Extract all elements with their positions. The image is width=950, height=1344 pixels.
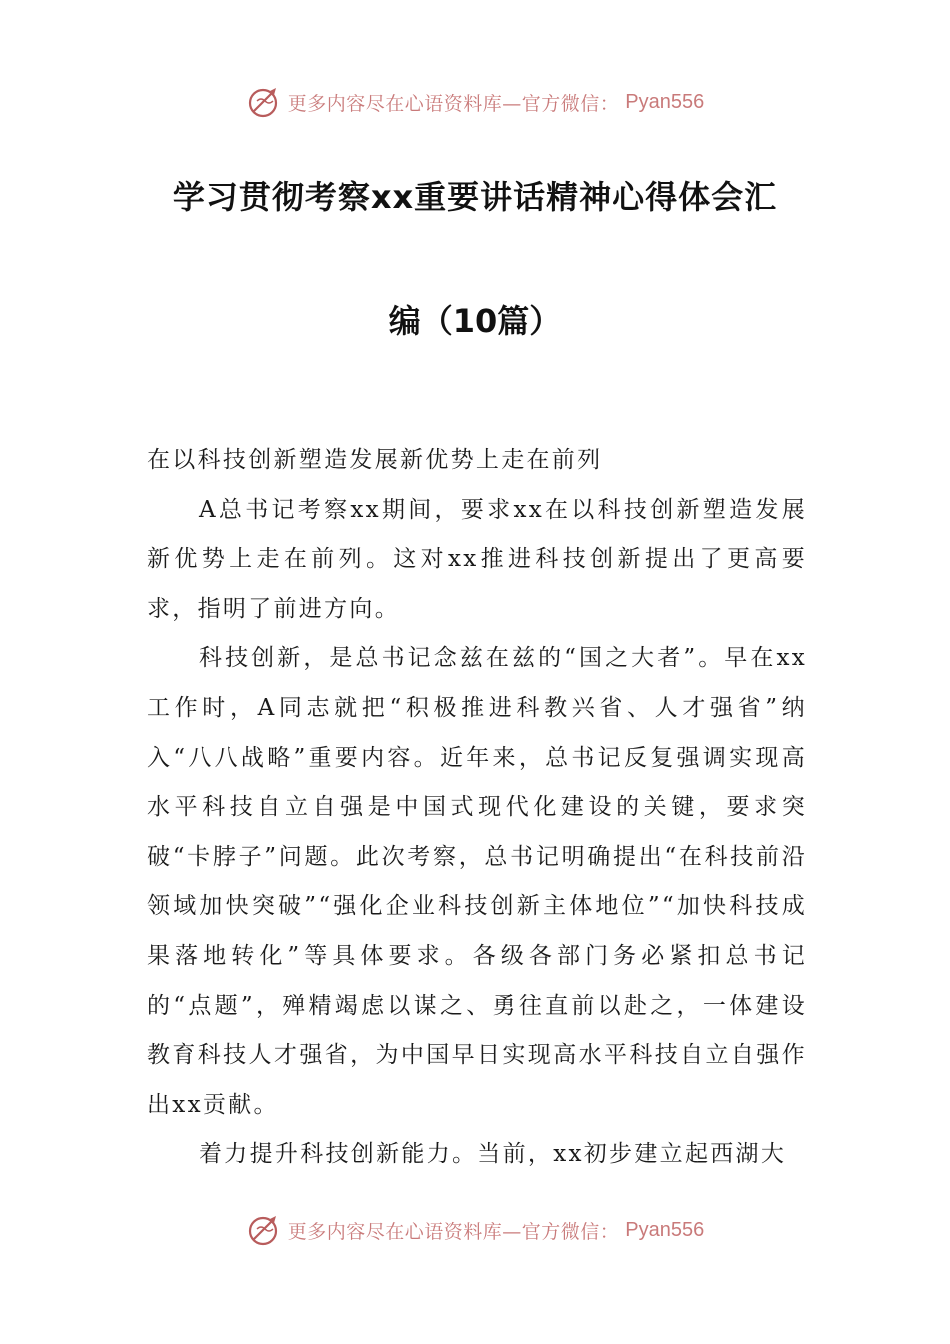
section-heading: 在以科技创新塑造发展新优势上走在前列 xyxy=(147,447,603,473)
header-wechat-id: Pyan556 xyxy=(625,90,705,113)
document-title-line1: 学习贯彻考察xx重要讲话精神心得体会汇 xyxy=(172,178,778,216)
pen-logo-icon xyxy=(246,84,282,120)
paragraph: 着力提升科技创新能力。当前，xx初步建立起西湖大 xyxy=(199,1141,787,1168)
header-banner xyxy=(0,82,950,122)
paragraph: A总书记考察xx期间，要求xx在以科技创新塑造发展新优势上走在前列。这对xx推进科技创新提出了更高要求，指明了前进方向。 xyxy=(147,496,807,622)
footer-wechat-id: Pyan556 xyxy=(625,1218,705,1241)
document-title-line2: 编（10篇） xyxy=(388,302,562,340)
footer-banner xyxy=(0,1210,950,1250)
document-body xyxy=(147,436,807,1180)
paragraph: 科技创新，是总书记念兹在兹的“国之大者”。早在xx工作时，A同志就把“积极推进科教兴省、人才强省”纳入“八八战略”重要内容。近年来，总书记反复强调实现高水平科技自立自强是中国式现代化建设的关键，要求突破“卡脖子”问题。此次考察，总书记明确提出“在科技前沿领域加快突破”“强化企业科技创新主体地位”“加快科技成果落地转化”等具体要求。各级各部门务必紧扣总书记的“点题”，殚精竭虑以谋之、勇往直前以赴之，一体建设教育科技人才强省，为中国早日实现高水平科技自立自强作出xx贡献。 xyxy=(147,645,807,1118)
header-banner-text: 更多内容尽在心语资料库—官方微信： xyxy=(287,92,620,115)
pen-logo-icon xyxy=(246,1212,282,1248)
footer-banner-text: 更多内容尽在心语资料库—官方微信： xyxy=(287,1220,620,1243)
